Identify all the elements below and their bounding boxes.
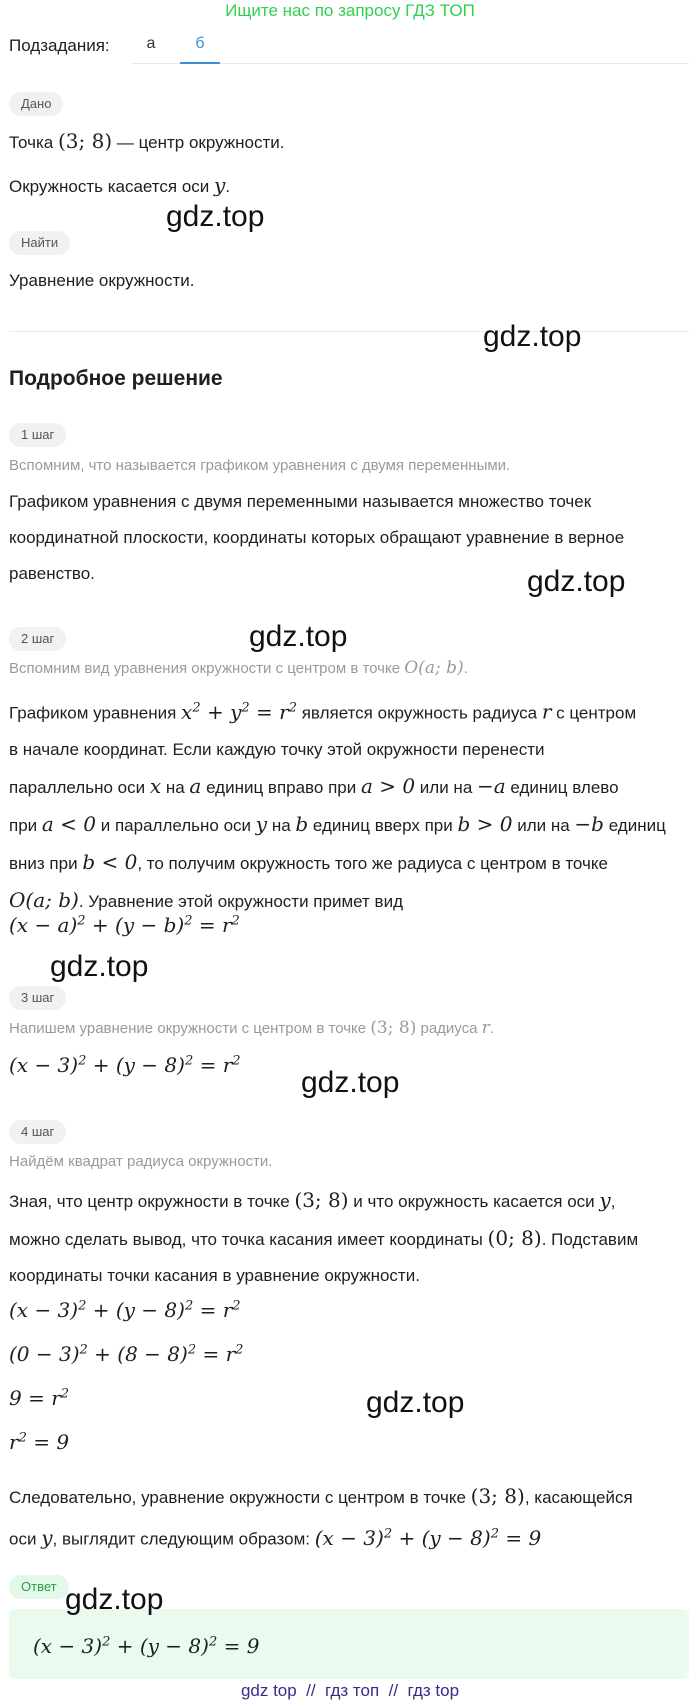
watermark: gdz.top — [366, 1386, 465, 1419]
answer-equation: $(x - 3)^2 + (y - 8)^2 = 9$ — [33, 1634, 260, 1658]
step-1-hint: Вспомним, что называется графиком уравнения с двумя переменными. — [9, 457, 511, 474]
given-line-2: Окружность касается оси y. — [9, 173, 231, 197]
step-2-text: Графиком уравнения $x^2 + y^2 = r^2$ является окружность радиуса r с центром в начале координат. Если каждую точку этой окружности перенести параллельно оси x на a единиц вправо при a > 0 или на −a единиц влево при a < 0 и параллельно оси y на b единиц вверх при b > 0 или на −b единиц вниз при b < 0, то получим окружность того же радиуса с центром в точке O(a; b). Уравнение этой окружности примет вид — [9, 699, 666, 912]
section-title: Подробное решение — [9, 367, 223, 390]
step-1-chip: 1 шаг — [9, 423, 66, 447]
find-chip: Найти — [9, 231, 70, 255]
watermark: gdz.top — [483, 320, 582, 353]
step-2-chip: 2 шаг — [9, 627, 66, 651]
given-line-1: Точка (3; 8) — центр окружности. — [9, 129, 285, 153]
step-4-eq-2: $(0 - 3)^2 + (8 - 8)^2 = r^2$ — [9, 1342, 244, 1366]
step-4-chip: 4 шаг — [9, 1120, 66, 1144]
watermark: gdz.top — [527, 565, 626, 598]
tab-b-active-underline — [180, 62, 220, 64]
watermark: gdz.top — [166, 200, 265, 233]
tab-a[interactable]: а — [146, 35, 156, 52]
top-banner: Ищите нас по запросу ГДЗ ТОП — [225, 1, 475, 20]
watermark: gdz.top — [301, 1066, 400, 1099]
step-3-hint: Напишем уравнение окружности с центром в точке (3; 8) радиуса r. — [9, 1018, 494, 1038]
step-2-hint: Вспомним вид уравнения окружности с центром в точке O(a; b). — [9, 658, 468, 678]
subtasks-label: Подзадания: — [9, 36, 110, 55]
step-4-eq-1: $(x - 3)^2 + (y - 8)^2 = r^2$ — [9, 1298, 241, 1322]
step-3-equation: $(x - 3)^2 + (y - 8)^2 = r^2$ — [9, 1053, 241, 1077]
step-4-conclusion: Следовательно, уравнение окружности с центром в точке (3; 8), касающейся оси y, выглядит следующим образом: $(x - 3)^2 + (y - 8)^2 = 9$ — [9, 1484, 633, 1550]
given-chip: Дано — [9, 92, 63, 116]
answer-chip: Ответ — [9, 1575, 69, 1599]
step-4-hint: Найдём квадрат радиуса окружности. — [9, 1153, 273, 1170]
step-2-equation: $(x - a)^2 + (y - b)^2 = r^2$ — [9, 913, 240, 937]
find-text: Уравнение окружности. — [9, 271, 195, 290]
step-4-text: Зная, что центр окружности в точке (3; 8) и что окружность касается оси y, можно сделать вывод, что точка касания имеет координаты (0; 8). Подставим координаты точки касания в уравнение окружности. — [9, 1188, 639, 1285]
tab-b[interactable]: б — [195, 35, 205, 52]
step-4-eq-4: $r^2 = 9$ — [9, 1430, 70, 1454]
step-3-chip: 3 шаг — [9, 986, 66, 1010]
watermark: gdz.top — [50, 950, 149, 983]
watermark: gdz.top — [65, 1583, 164, 1616]
step-4-eq-3: $9 = r^2$ — [9, 1386, 70, 1410]
section-divider — [9, 331, 689, 332]
footer-links[interactable]: gdz top // гдз топ // гдз top — [240, 1681, 460, 1700]
watermark: gdz.top — [249, 620, 348, 653]
step-1-text: Графиком уравнения с двумя переменными называется множество точек координатной плоскости, координаты которых обращают уравнение в верное равенство. — [9, 492, 625, 583]
